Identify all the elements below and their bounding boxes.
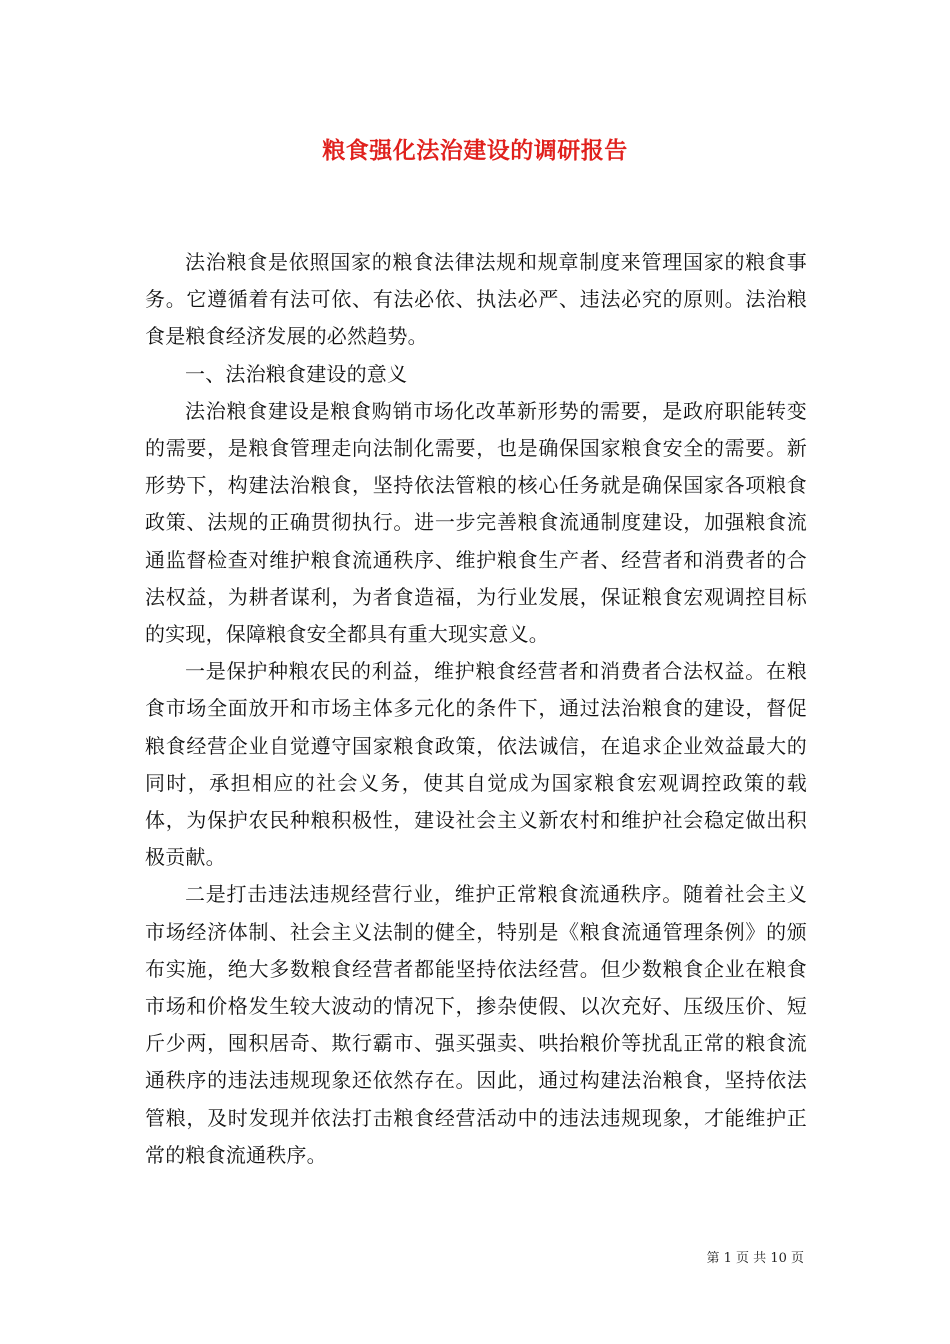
- page-number: 第 1 页 共 10 页: [706, 1251, 804, 1266]
- paragraph-intro: 法治粮食是依照国家的粮食法律法规和规章制度来管理国家的粮食事务。它遵循着有法可依、有法必依、执法必严、违法必究的原则。法治粮食是粮食经济发展的必然趋势。: [145, 250, 807, 349]
- document-body: [145, 244, 807, 1174]
- section-heading-significance: 一、法治粮食建设的意义: [185, 361, 408, 386]
- paragraph-point-two: 二是打击违法违规经营行业，维护正常粮食流通秩序。随着社会主义市场经济体制、社会主义法制的健全，特别是《粮食流通管理条例》的颁布实施，绝大多数粮食经营者都能坚持依法经营。但少数粮食企业在粮食市场和价格发生较大波动的情况下，掺杂使假、以次充好、压级压价、短斤少两，囤积居奇、欺行霸市、强买强卖、哄抬粮价等扰乱正常的粮食流通秩序的违法违规现象还依然存在。因此，通过构建法治粮食，坚持依法管粮，及时发现并依法打击粮食经营活动中的违法违规现象，才能维护正常的粮食流通秩序。: [145, 882, 807, 1167]
- paragraph-significance: 法治粮食建设是粮食购销市场化改革新形势的需要，是政府职能转变的需要，是粮食管理走向法制化需要，也是确保国家粮食安全的需要。新形势下，构建法治粮食，坚持依法管粮的核心任务就是确保国家各项粮食政策、法规的正确贯彻执行。进一步完善粮食流通制度建设，加强粮食流通监督检查对维护粮食流通秩序、维护粮食生产者、经营者和消费者的合法权益，为耕者谋利，为者食造福，为行业发展，保证粮食宏观调控目标的实现，保障粮食安全都具有重大现实意义。: [145, 398, 807, 647]
- document-title: 粮食强化法治建设的调研报告: [322, 137, 628, 164]
- paragraph-point-one: 一是保护种粮农民的利益，维护粮食经营者和消费者合法权益。在粮食市场全面放开和市场主体多元化的条件下，通过法治粮食的建设，督促粮食经营企业自觉遵守国家粮食政策，依法诚信，在追求企业效益最大的同时，承担相应的社会义务，使其自觉成为国家粮食宏观调控政策的载体，为保护农民种粮积极性，建设社会主义新农村和维护社会稳定做出积极贡献。: [145, 659, 807, 870]
